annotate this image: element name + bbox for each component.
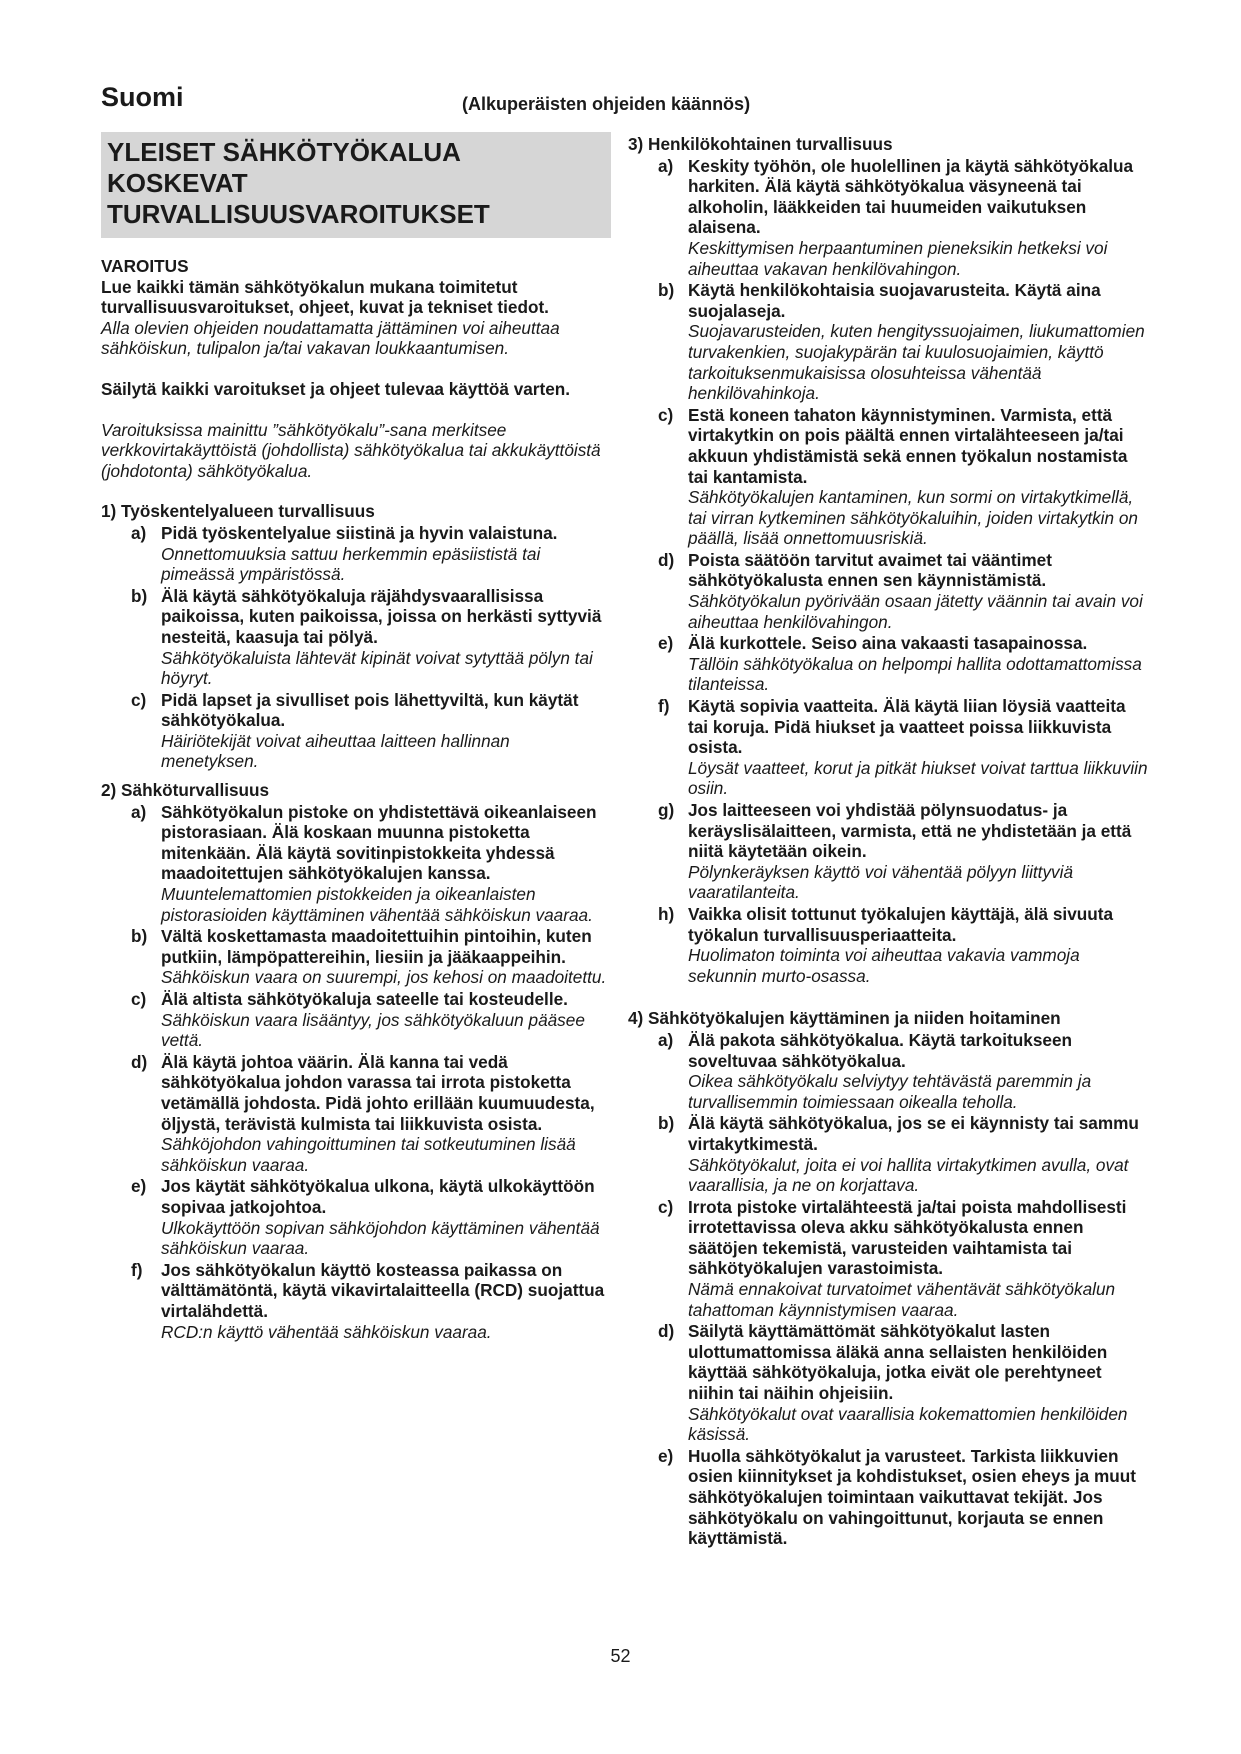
item-explanation: Sähkötyökalujen kantaminen, kun sormi on virtakytkimellä, tai virran kytkeminen sähkötyökaluihin, joiden virtakytkin on päällä, lisää onnettomuusriskiä.	[688, 487, 1138, 549]
item-instruction: Jos sähkötyökalun käyttö kosteassa paikassa on välttämätöntä, käytä vikavirtalaitteella (RCD) suojattua virtalähdettä.	[161, 1259, 605, 1321]
item-explanation: Onnettomuuksia sattuu herkemmin epäsiististä tai pimeässä ympäristössä.	[161, 543, 541, 585]
right-column	[628, 132, 1148, 1557]
item-instruction: Irrota pistoke virtalähteestä ja/tai poista mahdollisesti irrotettavissa oleva akku sähkötyökalusta ennen säätöjen tekemistä, varusteiden vaihtamista tai sähkötyökalujen varastoimista.	[688, 1196, 1127, 1279]
item-label: e)	[131, 1176, 147, 1197]
item-label: d)	[658, 1321, 675, 1342]
item-label: b)	[131, 585, 148, 606]
item-label: c)	[131, 689, 147, 710]
list-item	[628, 550, 1148, 632]
item-label: a)	[658, 1029, 674, 1050]
item-explanation: Huolimaton toiminta voi aiheuttaa vakavia vammoja sekunnin murto-osassa.	[688, 945, 1080, 986]
item-instruction: Jos laitteeseen voi yhdistää pölynsuodatus- ja keräyslisälaitteen, varmista, että ne yhdistetään ja että niitä käytetään oikein.	[688, 800, 1132, 862]
item-content	[688, 633, 1148, 695]
item-instruction: Huolla sähkötyökalut ja varusteet. Tarkista liikkuvien osien kiinnitykset ja kohdistukset, osien eheys ja muut sähkötyökalujen toimintaan vaikuttavat tekijät. Jos sähkötyökalu on vahingoittunut, korjauta se ennen käyttämistä.	[688, 1445, 1136, 1549]
item-content	[688, 1197, 1148, 1321]
list-item	[628, 405, 1148, 549]
item-instruction: Älä altista sähkötyökaluja sateelle tai kosteudelle.	[161, 989, 568, 1009]
section-title: 3) Henkilökohtainen turvallisuus	[628, 134, 893, 154]
list-item	[101, 586, 611, 689]
item-label: b)	[131, 926, 148, 947]
item-content	[688, 156, 1148, 280]
item-content	[688, 405, 1148, 549]
item-content	[688, 280, 1148, 404]
section-electrical	[101, 780, 611, 1342]
list-item	[101, 1052, 611, 1176]
item-instruction: Älä käytä sähkötyökalua, jos se ei käynnisty tai sammu virtakytkimestä.	[688, 1113, 1139, 1154]
list-item	[628, 633, 1148, 695]
section-work-area	[101, 501, 611, 772]
list-item	[101, 1176, 611, 1258]
list-item	[101, 926, 611, 988]
item-instruction: Älä käytä johtoa väärin. Älä kanna tai vedä sähkötyökalua johdon varassa tai irrota pistoketta vetämällä johdosta. Pidä johto erillään kuumuudesta, öljystä, terävistä kulmista tai liikkuvista osista.	[161, 1051, 595, 1134]
item-content	[688, 696, 1148, 799]
item-instruction: Poista säätöön tarvitut avaimet tai vääntimet sähkötyökalusta ennen sen käynnistämistä.	[688, 549, 1052, 591]
item-label: c)	[658, 404, 674, 425]
banner-line: YLEISET SÄHKÖTYÖKALUA	[107, 137, 461, 167]
page-number: 52	[610, 1646, 631, 1666]
language-heading: Suomi	[101, 82, 184, 112]
item-content	[161, 1176, 611, 1258]
item-instruction: Pidä lapset ja sivulliset pois lähettyviltä, kun käytät sähkötyökalua.	[161, 689, 579, 731]
item-explanation: Muuntelemattomien pistokkeiden ja oikeanlaisten pistorasioiden käyttäminen vähentää sähköiskun vaaraa.	[161, 884, 593, 925]
item-instruction: Käytä henkilökohtaisia suojavarusteita. Käytä aina suojalaseja.	[688, 280, 1101, 321]
item-explanation: Tällöin sähkötyökalua on helpompi hallita odottamattomissa tilanteissa.	[688, 653, 1142, 695]
item-content	[161, 1052, 611, 1176]
section-title: 1) Työskentelyalueen turvallisuus	[101, 501, 375, 522]
item-label: a)	[658, 155, 674, 176]
list-item	[628, 1321, 1148, 1445]
item-label: h)	[658, 903, 675, 924]
warning-title: VAROITUS	[101, 256, 189, 276]
item-label: a)	[131, 522, 147, 543]
item-content	[161, 802, 611, 926]
banner-line: KOSKEVAT	[107, 168, 248, 198]
list-item	[628, 1113, 1148, 1195]
list-item	[628, 1197, 1148, 1321]
list-item	[101, 802, 611, 926]
item-explanation: Sähkötyökalut, joita ei voi hallita virtakytkimen avulla, ovat vaarallisia, ja ne on korjattava.	[688, 1154, 1129, 1196]
item-content	[688, 1446, 1148, 1549]
item-label: f)	[658, 696, 670, 717]
item-content	[161, 586, 611, 689]
list-item	[628, 696, 1148, 799]
item-instruction: Käytä sopivia vaatteita. Älä käytä liian löysiä vaatteita tai koruja. Pidä hiukset ja vaatteet poissa liikkuvista osista.	[688, 696, 1126, 758]
translation-note: (Alkuperäisten ohjeiden käännös)	[462, 94, 751, 114]
item-content	[161, 926, 611, 988]
item-instruction: Vaikka olisit tottunut työkalujen käyttäjä, älä sivuuta työkalun turvallisuusperiaatteita.	[688, 903, 1114, 945]
list-item	[628, 1030, 1148, 1112]
item-label: b)	[658, 1113, 675, 1134]
item-explanation: Häiriötekijät voivat aiheuttaa laitteen hallinnan menetyksen.	[161, 730, 510, 772]
item-label: c)	[658, 1196, 674, 1217]
banner-line: TURVALLISUUSVAROITUKSET	[107, 199, 490, 229]
item-explanation: Suojavarusteiden, kuten hengityssuojaimen, liukumattomien turvakenkien, suojakypärän tai kuulosuojaimien, käyttö tarkoituksenmukaisissa olosuhteissa vähentää henkilövahinkoja.	[688, 321, 1145, 404]
item-label: a)	[131, 801, 147, 822]
item-instruction: Vältä koskettamasta maadoitettuihin pintoihin, kuten putkiin, lämpöpattereihin, liesiin ja jääkaappeihin.	[161, 926, 592, 967]
list-item	[628, 800, 1148, 903]
item-content	[161, 523, 611, 585]
item-instruction: Älä pakota sähkötyökalua. Käytä tarkoitukseen soveltuvaa sähkötyökalua.	[688, 1029, 1072, 1071]
list-item	[101, 1260, 611, 1342]
list-item	[628, 904, 1148, 986]
list-item	[628, 156, 1148, 280]
item-label: d)	[658, 549, 675, 570]
item-instruction: Sähkötyökalun pistoke on yhdistettävä oikeanlaiseen pistorasiaan. Älä koskaan muunna pistoketta mitenkään. Älä käytä sovitinpistokkeita yhdessä maadoitettujen sähkötyökalujen kanssa.	[161, 801, 597, 884]
item-explanation: Pölynkeräyksen käyttö voi vähentää pölyyn liittyviä vaaratilanteita.	[688, 861, 1074, 903]
item-content	[688, 550, 1148, 632]
item-label: c)	[131, 989, 147, 1009]
item-label: f)	[131, 1259, 143, 1280]
section-tool-use	[628, 1008, 1148, 1548]
item-explanation: Löysät vaatteet, korut ja pitkät hiukset voivat tarttua liikkuviin osiin.	[688, 757, 1148, 799]
item-explanation: Sähköiskun vaara on suurempi, jos kehosi on maadoitettu.	[161, 967, 607, 988]
item-explanation: Oikea sähkötyökalu selviytyy tehtävästä paremmin ja turvallisemmin toimiessaan oikealla teholla.	[688, 1071, 1092, 1112]
item-instruction: Älä käytä sähkötyökaluja räjähdysvaarallisissa paikoissa, kuten paikoissa, joissa on herkästi syttyviä nesteitä, kaasuja tai pölyä.	[161, 585, 602, 647]
section-title: 4) Sähkötyökalujen käyttäminen ja niiden hoitaminen	[628, 1008, 1061, 1029]
item-content	[688, 1321, 1148, 1445]
item-content	[161, 1260, 611, 1342]
item-instruction: Säilytä käyttämättömät sähkötyökalut lasten ulottumattomissa äläkä anna sellaisten henkilöiden käyttää sähkötyökaluja, jotka eivät ole perehtyneet niihin tai näihin ohjeisiin.	[688, 1321, 1108, 1404]
item-content	[161, 989, 611, 1051]
list-item	[628, 280, 1148, 404]
item-instruction: Jos käytät sähkötyökalua ulkona, käytä ulkokäyttöön sopivaa jatkojohtoa.	[161, 1176, 595, 1217]
item-content	[688, 904, 1148, 986]
item-content	[688, 1030, 1148, 1112]
item-content	[688, 1113, 1148, 1195]
item-instruction: Pidä työskentelyalue siistinä ja hyvin valaistuna.	[161, 522, 558, 543]
item-label: d)	[131, 1051, 148, 1072]
item-instruction: Estä koneen tahaton käynnistyminen. Varmista, että virtakytkin on pois päältä ennen virtalähteeseen ja/tai akkuun yhdistämistä sekä ennen työkalun nostamista tai kantamista.	[688, 404, 1128, 487]
item-explanation: Sähkötyökalun pyörivään osaan jätetty väännin tai avain voi aiheuttaa henkilövahingon.	[688, 591, 1143, 632]
item-label: g)	[658, 800, 675, 820]
left-column	[101, 132, 611, 1350]
list-item	[628, 1446, 1148, 1549]
list-item	[101, 523, 611, 585]
item-instruction: Älä kurkottele. Seiso aina vakaasti tasapainossa.	[688, 633, 1088, 654]
section-title: 2) Sähköturvallisuus	[101, 780, 270, 801]
item-content	[688, 800, 1148, 903]
item-explanation: Ulkokäyttöön sopivan sähköjohdon käyttäminen vähentää sähköiskun vaaraa.	[161, 1217, 600, 1259]
item-label: e)	[658, 1445, 674, 1466]
title-banner	[101, 132, 611, 238]
list-item	[101, 989, 611, 1051]
warning-bold-text: Lue kaikki tämän sähkötyökalun mukana toimitetut turvallisuusvaroitukset, ohjeet, kuvat ja tekniset tiedot.	[101, 276, 549, 318]
section-personal	[628, 134, 1148, 986]
item-explanation: RCD:n käyttö vähentää sähköiskun vaaraa.	[161, 1321, 492, 1342]
keep-instructions: Säilytä kaikki varoitukset ja ohjeet tulevaa käyttöä varten.	[101, 378, 571, 399]
item-explanation: Sähkötyökalut ovat vaarallisia kokemattomien henkilöiden käsissä.	[688, 1403, 1128, 1445]
item-explanation: Nämä ennakoivat turvatoimet vähentävät sähkötyökalun tahattoman käynnistymisen vaaraa.	[688, 1279, 1116, 1320]
item-instruction: Keskity työhön, ole huolellinen ja käytä sähkötyökalua harkiten. Älä käytä sähkötyökalua väsyneenä tai alkoholin, lääkkeiden tai huumeiden vaikutuksen alaisena.	[688, 155, 1134, 238]
item-explanation: Sähköiskun vaara lisääntyy, jos sähkötyökaluun pääsee vettä.	[161, 1009, 585, 1051]
warning-italic-text: Alla olevien ohjeiden noudattamatta jättäminen voi aiheuttaa sähköiskun, tulipalon ja/tai vakavan loukkaantumisen.	[101, 317, 560, 359]
item-label: b)	[658, 280, 675, 301]
item-explanation: Sähkötyökaluista lähtevät kipinät voivat sytyttää pölyn tai höyryt.	[161, 647, 593, 689]
power-tool-definition: Varoituksissa mainittu ”sähkötyökalu”-sana merkitsee verkkovirtakäyttöistä (johdollista) sähkötyökalua tai akkukäyttöistä (johdotonta) sähkötyökalua.	[101, 419, 601, 481]
item-content	[161, 690, 611, 772]
item-explanation: Sähköjohdon vahingoittuminen tai sotkeutuminen lisää sähköiskun vaaraa.	[161, 1134, 576, 1175]
item-label: e)	[658, 633, 674, 654]
item-explanation: Keskittymisen herpaantuminen pieneksikin hetkeksi voi aiheuttaa vakavan henkilövahingon.	[688, 237, 1108, 279]
list-item	[101, 690, 611, 772]
